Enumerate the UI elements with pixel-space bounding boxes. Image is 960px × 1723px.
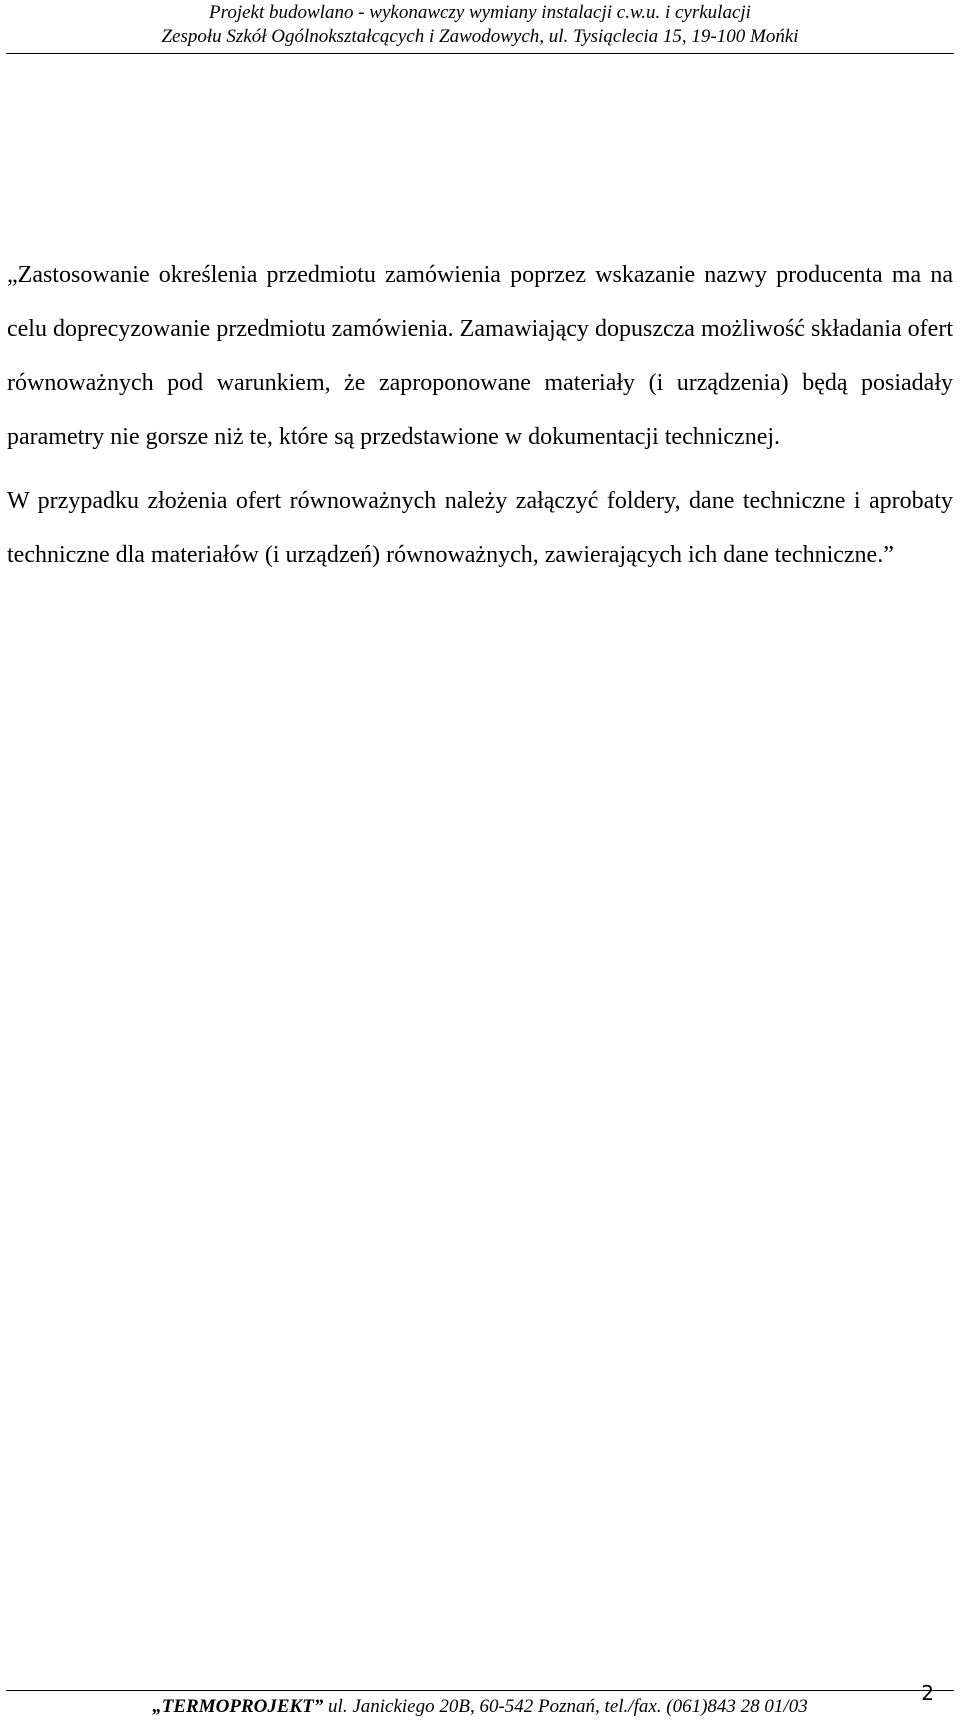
header-divider xyxy=(6,53,954,54)
paragraph-equivalent-offers: „Zastosowanie określenia przedmiotu zamówienia poprzez wskazanie nazwy producenta ma na celu doprecyzowanie przedmiotu zamówienia. Zamawiający dopuszcza możliwość składania ofert równoważnych pod warunkiem, że zaproponowane materiały (i urządzenia) będą posiadały parametry nie gorsze niż te, które są przedstawione w dokumentacji technicznej. xyxy=(7,262,953,450)
footer-divider xyxy=(6,1690,954,1691)
header-project-title: Projekt budowlano - wykonawczy wymiany instalacji c.w.u. i cyrkulacji xyxy=(209,2,751,23)
document-body xyxy=(7,248,953,582)
page-header xyxy=(0,0,960,54)
paragraph-attachments: W przypadku złożenia ofert równoważnych należy załączyć foldery, dane techniczne i aprobaty techniczne dla materiałów (i urządzeń) równoważnych, zawierających ich dane techniczne.” xyxy=(7,488,953,568)
footer-line xyxy=(152,1696,807,1717)
header-school-address: Zespołu Szkół Ogólnokształcących i Zawodowych, ul. Tysiąclecia 15, 19-100 Mońki xyxy=(161,26,799,47)
page-number: 2 xyxy=(921,1681,934,1705)
footer-address: ul. Janickiego 20B, 60-542 Poznań, tel./fax. (061)843 28 01/03 xyxy=(323,1696,808,1717)
footer-company: „TERMOPROJEKT” xyxy=(152,1696,324,1717)
page-footer xyxy=(0,1690,960,1719)
